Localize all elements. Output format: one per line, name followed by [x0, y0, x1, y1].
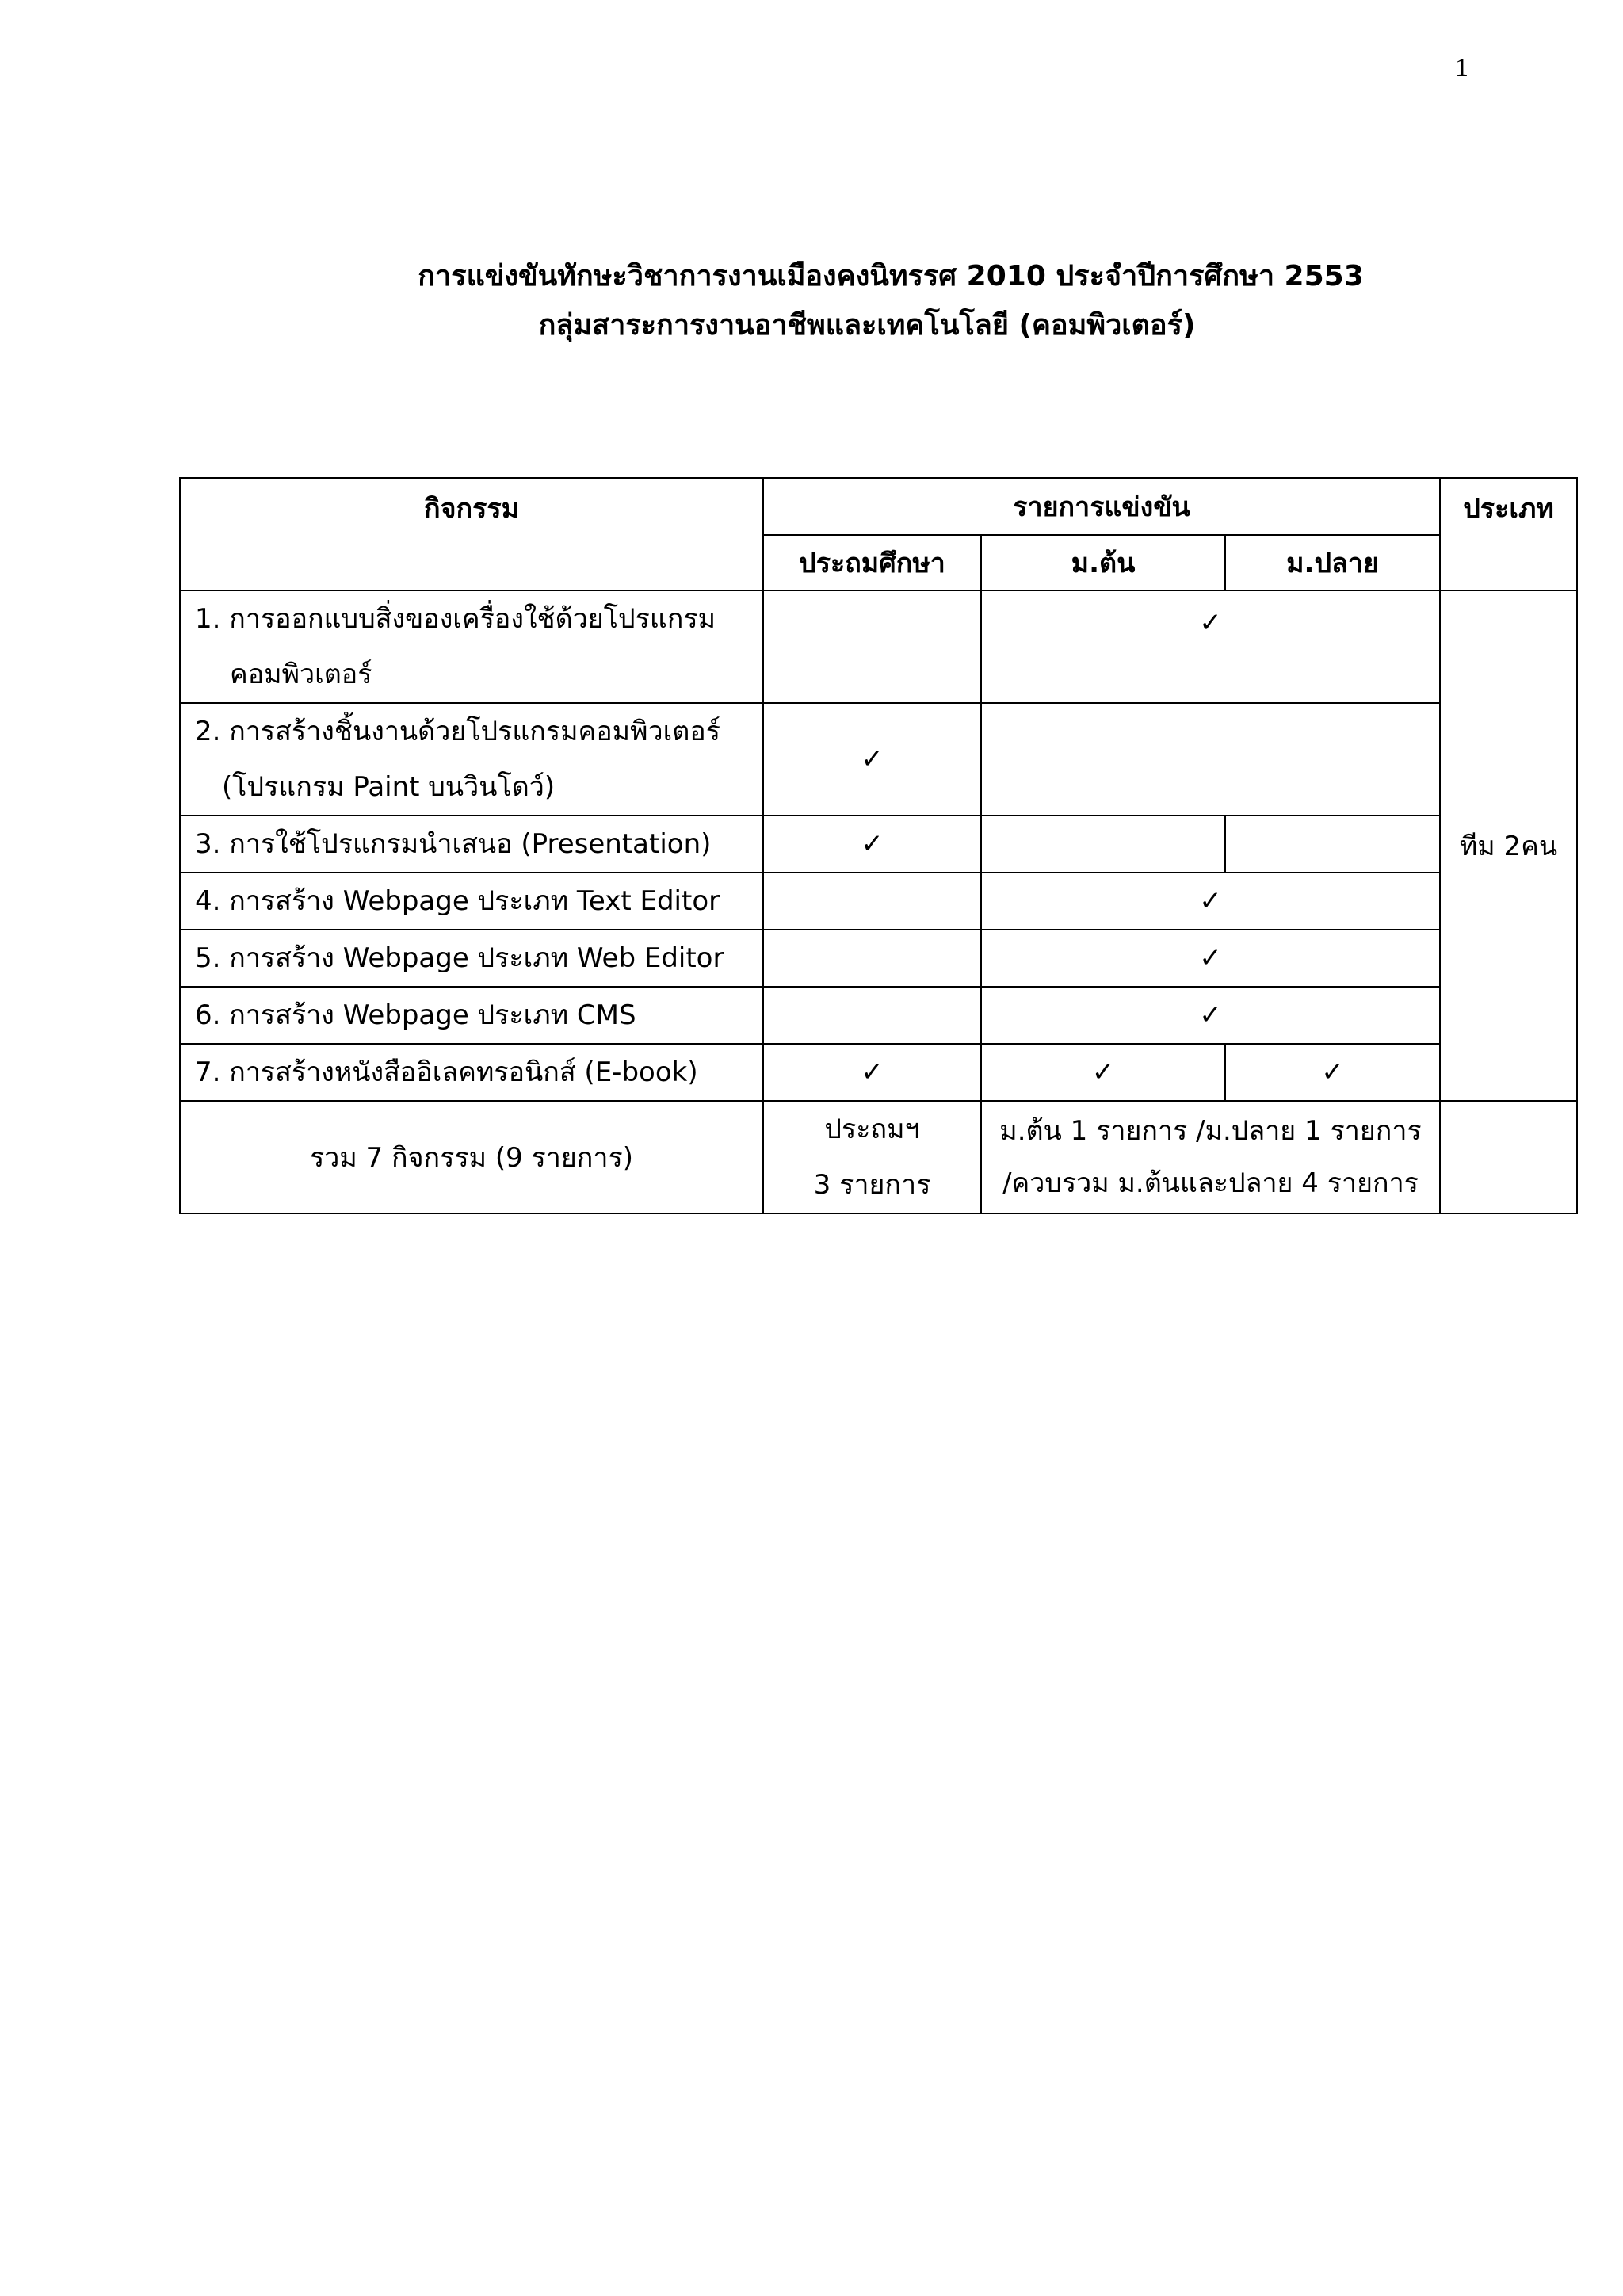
competition-table: [179, 477, 1578, 1214]
check-icon: ✓: [763, 1044, 981, 1101]
header-level-upper-secondary: ม.ปลาย: [1225, 535, 1440, 590]
summary-primary: [763, 1101, 981, 1213]
table-row: [180, 816, 1577, 873]
activity-name: 4. การสร้าง Webpage ประเภท Text Editor: [180, 873, 763, 930]
check-icon: ✓: [763, 703, 981, 816]
summary-label: รวม 7 กิจกรรม (9 รายการ): [180, 1101, 763, 1213]
summary-secondary: [981, 1101, 1440, 1213]
empty-cell: [763, 930, 981, 987]
check-icon: ✓: [1225, 1044, 1440, 1101]
empty-cell: [763, 590, 981, 703]
summary-secondary-line-1: ม.ต้น 1 รายการ /ม.ปลาย 1 รายการ: [999, 1115, 1422, 1147]
empty-cell: [1440, 1101, 1577, 1213]
header-activity: กิจกรรม: [180, 478, 763, 590]
table-row: [180, 590, 1577, 703]
check-icon: ✓: [981, 590, 1440, 703]
header-level-lower-secondary: ม.ต้น: [981, 535, 1225, 590]
summary-primary-line-1: ประถมฯ: [824, 1114, 920, 1145]
activity-name-continued: (โปรแกรม Paint บนวินโดว์): [222, 771, 556, 803]
summary-row: [180, 1101, 1577, 1213]
empty-cell: [981, 816, 1225, 873]
empty-cell: [763, 987, 981, 1044]
activity-name: 6. การสร้าง Webpage ประเภท CMS: [180, 987, 763, 1044]
check-icon: ✓: [981, 873, 1440, 930]
table-row: [180, 703, 1577, 816]
summary-secondary-line-2: /ควบรวม ม.ต้นและปลาย 4 รายการ: [1002, 1167, 1419, 1199]
empty-cell: [763, 873, 981, 930]
check-icon: ✓: [763, 816, 981, 873]
header-level-primary: ประถมศึกษา: [763, 535, 981, 590]
activity-name-continued: คอมพิวเตอร์: [230, 659, 372, 690]
empty-cell: [1225, 816, 1440, 873]
page-number: 1: [1455, 53, 1468, 82]
activity-cell: [180, 703, 763, 816]
header-competition: รายการแข่งขัน: [763, 478, 1440, 535]
activity-name: 3. การใช้โปรแกรมนำเสนอ (Presentation): [180, 816, 763, 873]
type-cell: ทีม 2คน: [1440, 590, 1577, 1101]
activity-name: 5. การสร้าง Webpage ประเภท Web Editor: [180, 930, 763, 987]
activity-name: 7. การสร้างหนังสืออิเลคทรอนิกส์ (E-book): [180, 1044, 763, 1101]
table-row: [180, 930, 1577, 987]
check-icon: ✓: [981, 930, 1440, 987]
header-row-1: [180, 478, 1577, 535]
title-line-1: การแข่งขันทักษะวิชาการงานเมืองคงนิทรรศ 2010 ประจำปีการศึกษา 2553: [418, 260, 1364, 292]
table-row: [180, 1044, 1577, 1101]
check-icon: ✓: [981, 987, 1440, 1044]
document-title: [0, 252, 1623, 350]
check-icon: ✓: [981, 1044, 1225, 1101]
table-row: [180, 873, 1577, 930]
empty-cell: [981, 703, 1440, 816]
header-type: ประเภท: [1440, 478, 1577, 590]
activity-cell: [180, 590, 763, 703]
activity-name: 2. การสร้างชิ้นงานด้วยโปรแกรมคอมพิวเตอร์: [195, 716, 720, 747]
title-line-2: กลุ่มสาระการงานอาชีพและเทคโนโลยี (คอมพิวเตอร์): [538, 309, 1196, 342]
summary-primary-line-2: 3 รายการ: [813, 1169, 931, 1201]
activity-name: 1. การออกแบบสิ่งของเครื่องใช้ด้วยโปรแกรม: [195, 603, 716, 635]
table-row: [180, 987, 1577, 1044]
